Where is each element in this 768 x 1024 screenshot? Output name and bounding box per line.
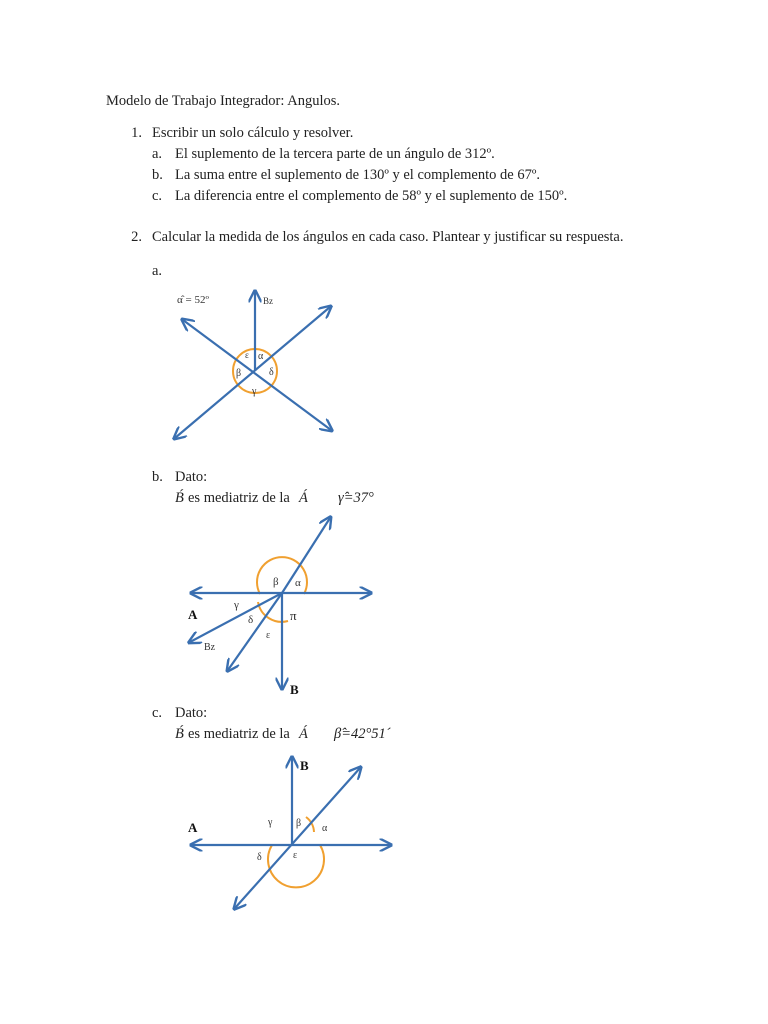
point-b-label: B (290, 682, 299, 697)
segment-b-symbol: B́ (175, 726, 184, 742)
bz-label: Bz (204, 642, 216, 653)
segment-b-symbol: B́ (175, 490, 184, 506)
epsilon-label: ε (245, 350, 249, 360)
question-text: Calcular la medida de los ángulos en cada caso. Plantear y justificar su respuesta. (152, 229, 624, 245)
epsilon-label: ε (266, 630, 271, 641)
item-letter: b. (152, 167, 163, 183)
gamma-label: γ (268, 817, 273, 828)
pi-label: π (290, 608, 297, 623)
beta-label: β (273, 576, 279, 588)
gamma-label: γ (252, 386, 257, 397)
item-letter: a. (152, 263, 163, 279)
alpha-label: α (322, 823, 328, 834)
item-letter: a. (152, 146, 163, 162)
bz-label: Bz (263, 296, 273, 306)
question-text: Escribir un solo cálculo y resolver. (152, 125, 354, 141)
epsilon-label: ε (293, 850, 298, 861)
question-number: 2. (131, 229, 142, 245)
point-b-label: B (300, 758, 309, 773)
alpha-label: α (258, 351, 264, 362)
question-number: 1. (131, 125, 142, 141)
delta-label: δ (248, 614, 254, 626)
figure-a (165, 280, 350, 450)
given-angle: β̂=42°51´ (334, 726, 391, 742)
delta-label: δ (257, 852, 262, 863)
given-angle-label: α̂ = 52º (177, 294, 209, 306)
segment-a-symbol: Á (299, 490, 308, 506)
figure-b (178, 512, 378, 700)
mediatriz-text: es mediatriz de la (188, 726, 290, 742)
item-letter: c. (152, 188, 163, 204)
item-letter: c. (152, 705, 163, 721)
delta-label: δ (269, 367, 274, 378)
gamma-label: γ (234, 599, 239, 611)
item-text: La diferencia entre el complemento de 58º y el suplemento de 150º. (175, 188, 568, 204)
given-angle: γ̂=37° (338, 490, 374, 506)
item-letter: b. (152, 469, 163, 485)
dato-label: Dato: (175, 705, 208, 721)
point-a-label: A (188, 820, 198, 835)
mediatriz-text: es mediatriz de la (188, 490, 290, 506)
page-title: Modelo de Trabajo Integrador: Angulos. (106, 93, 340, 109)
beta-label: β (296, 818, 302, 829)
point-a-label: A (188, 607, 198, 622)
figure-c (180, 750, 400, 916)
beta-label: β (236, 368, 242, 379)
dato-label: Dato: (175, 469, 208, 485)
segment-a-symbol: Á (299, 726, 308, 742)
item-text: El suplemento de la tercera parte de un ángulo de 312º. (175, 146, 495, 162)
item-text: La suma entre el suplemento de 130º y el complemento de 67º. (175, 167, 540, 183)
alpha-label: α (295, 577, 301, 589)
